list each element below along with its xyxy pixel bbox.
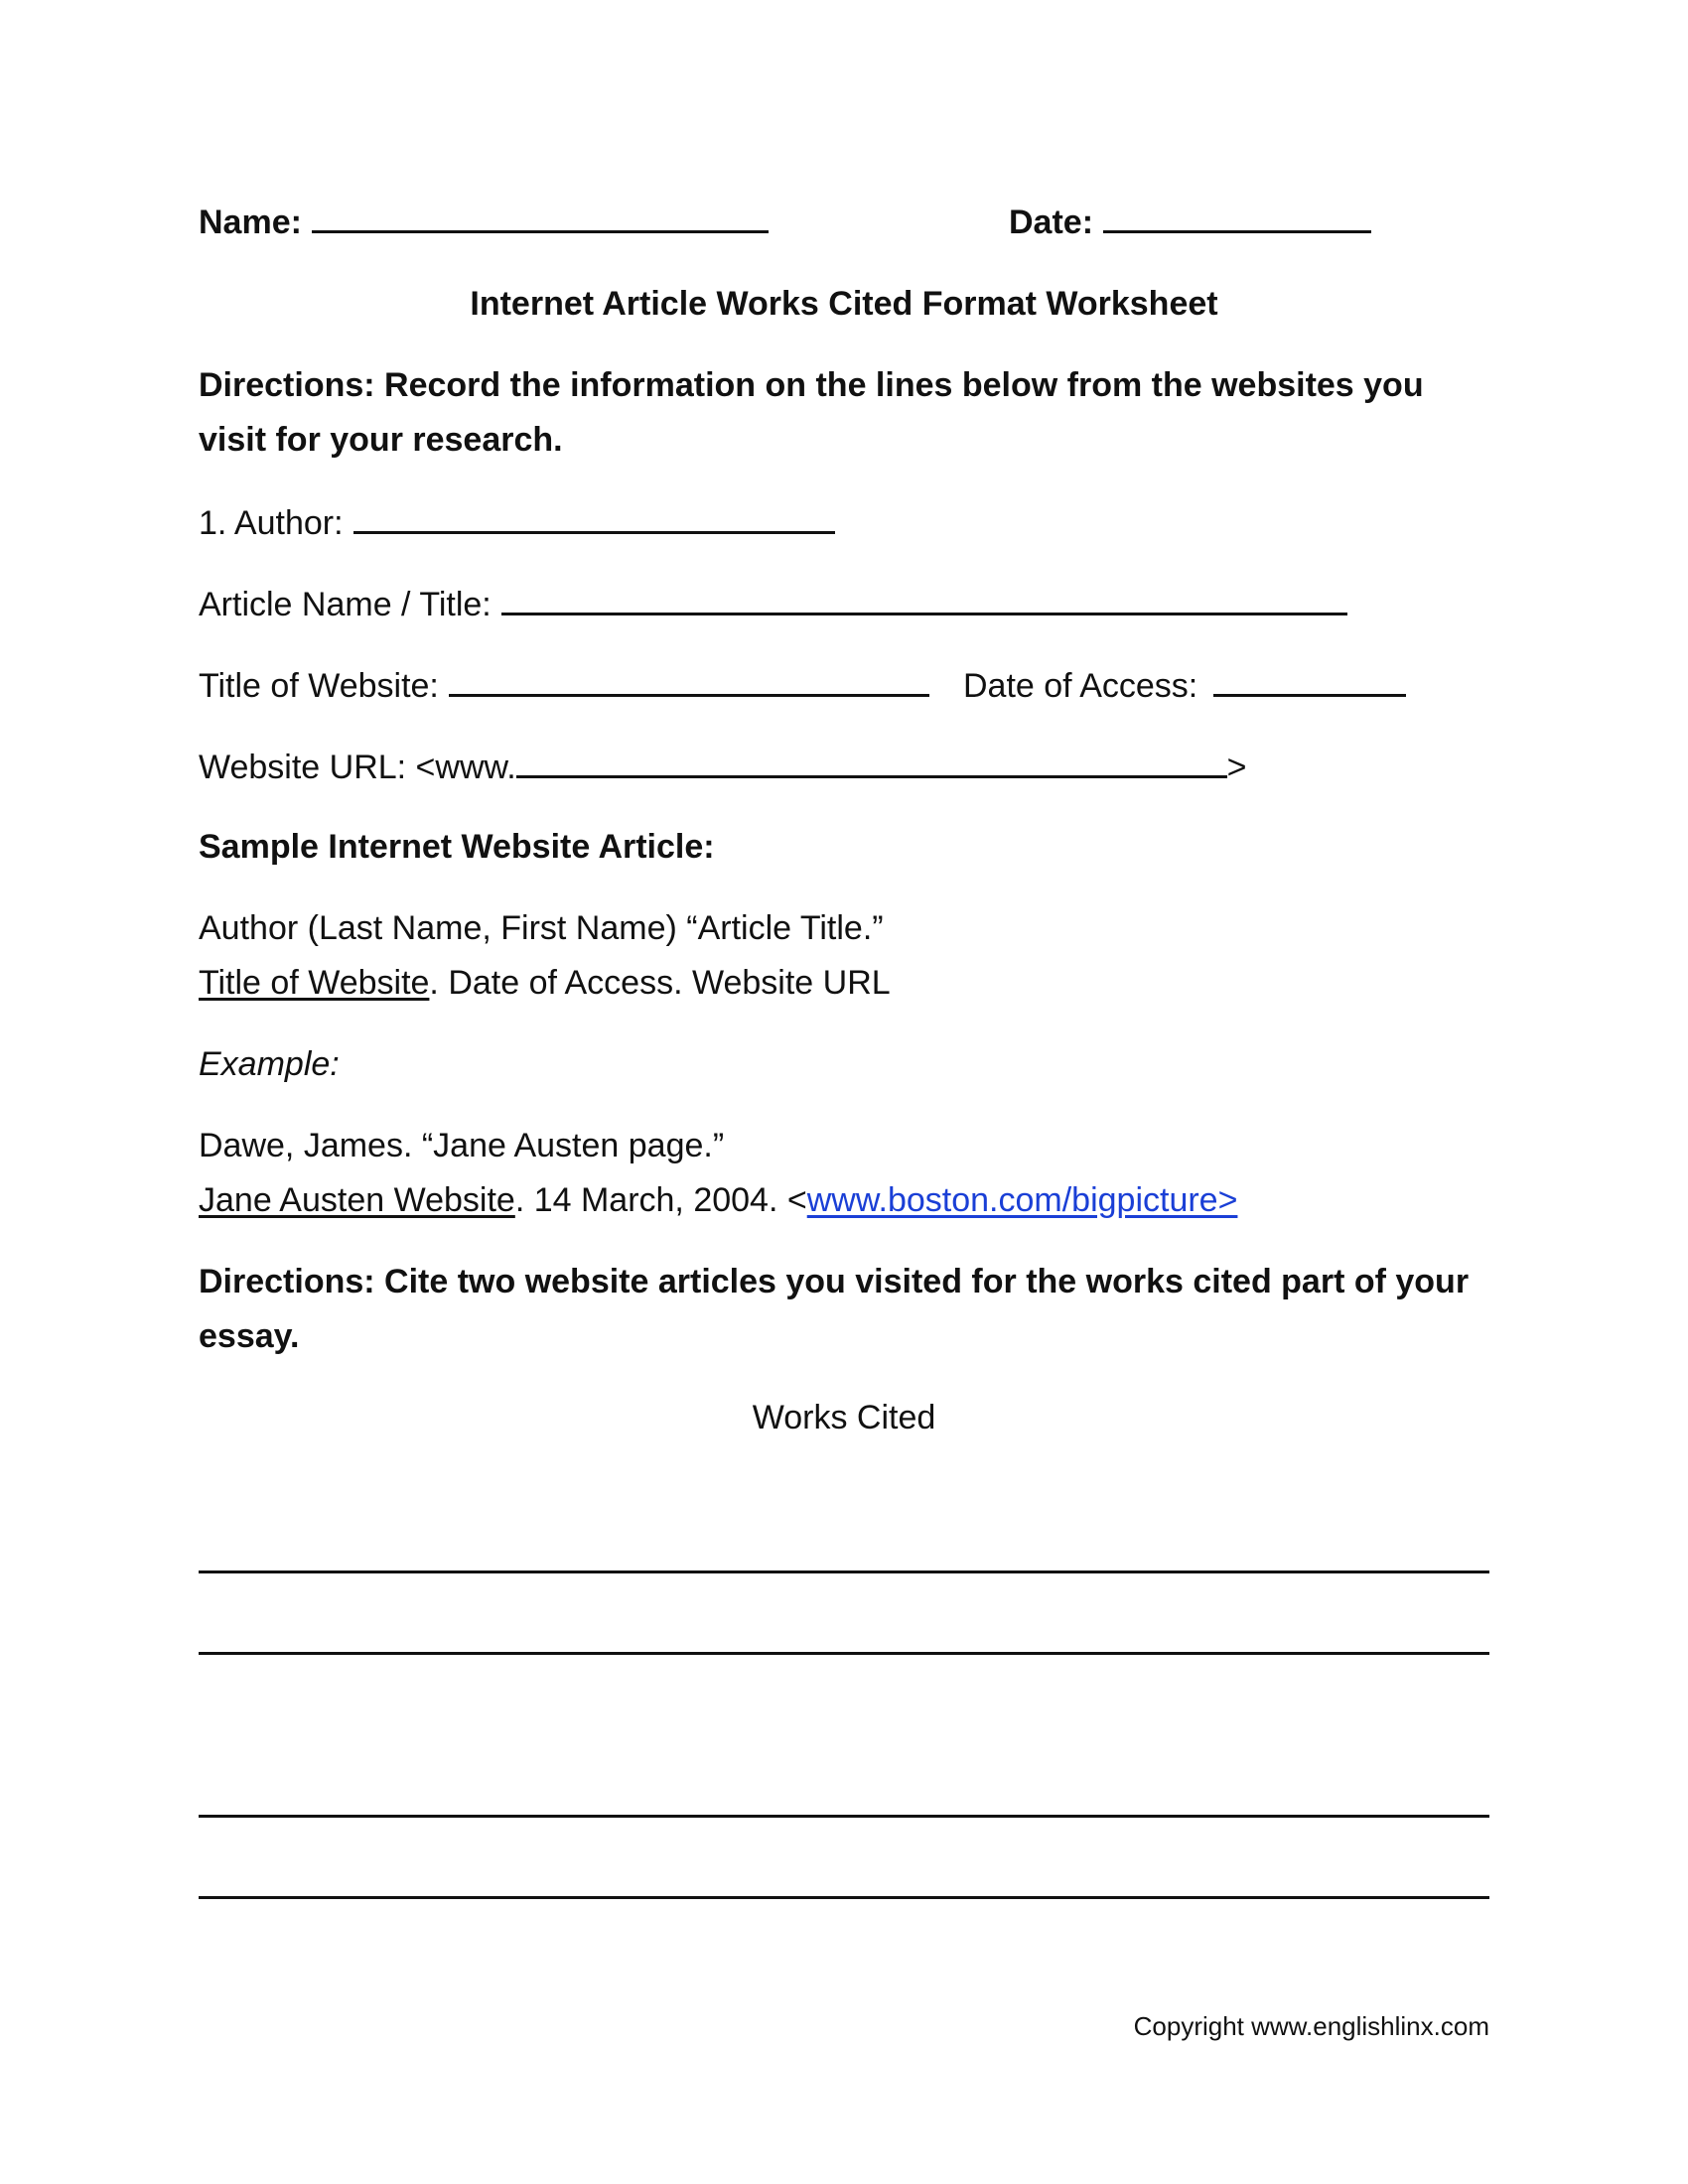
name-label: Name: xyxy=(199,204,302,241)
date-access-label: Date of Access: xyxy=(963,667,1198,705)
url-row xyxy=(199,746,1247,787)
format-line-2-rest: . Date of Access. Website URL xyxy=(429,964,891,1002)
date-row xyxy=(1009,201,1371,242)
format-line-2 xyxy=(199,963,891,1003)
example-line-1: Dawe, James. “Jane Austen page.” xyxy=(199,1127,725,1164)
format-line-1: Author (Last Name, First Name) “Article Title.” xyxy=(199,909,884,947)
date-access-field[interactable] xyxy=(1213,664,1406,697)
example-website-title: Jane Austen Website xyxy=(199,1181,515,1219)
example-link[interactable]: www.boston.com/bigpicture> xyxy=(806,1181,1238,1219)
example-line-2 xyxy=(199,1180,1237,1220)
format-website-title: Title of Website xyxy=(199,964,430,1002)
author-row xyxy=(199,501,835,543)
url-prefix: Website URL: <www. xyxy=(199,749,516,786)
example-label: Example: xyxy=(199,1045,340,1083)
citation-2-line-2[interactable] xyxy=(199,1896,1489,1899)
date-field[interactable] xyxy=(1103,201,1371,233)
copyright-notice: Copyright www.englishlinx.com xyxy=(1133,2011,1489,2041)
author-label: 1. Author: xyxy=(199,504,344,542)
works-cited-heading: Works Cited xyxy=(752,1399,936,1436)
date-access-row xyxy=(963,664,1406,706)
name-field[interactable] xyxy=(312,201,769,233)
page-title: Internet Article Works Cited Format Worksheet xyxy=(470,285,1218,323)
article-field[interactable] xyxy=(501,583,1347,615)
citation-1-line-1[interactable] xyxy=(199,1570,1489,1573)
directions-1-line-2: visit for your research. xyxy=(199,421,563,459)
url-field[interactable] xyxy=(516,746,1227,778)
citation-2-line-1[interactable] xyxy=(199,1815,1489,1818)
website-title-row xyxy=(199,664,929,706)
website-title-field[interactable] xyxy=(449,664,929,697)
article-row xyxy=(199,583,1347,624)
author-field[interactable] xyxy=(353,501,835,534)
example-line-2-rest: . 14 March, 2004. < xyxy=(514,1181,807,1219)
citation-1-line-2[interactable] xyxy=(199,1652,1489,1655)
url-suffix: > xyxy=(1226,749,1247,786)
article-label: Article Name / Title: xyxy=(199,586,492,623)
directions-2-line-1: Directions: Cite two website articles you visited for the works cited part of your xyxy=(199,1263,1470,1300)
sample-heading: Sample Internet Website Article: xyxy=(199,828,715,866)
website-title-label: Title of Website: xyxy=(199,667,439,705)
directions-1-line-1: Directions: Record the information on the lines below from the websites you xyxy=(199,366,1424,404)
date-label: Date: xyxy=(1009,204,1094,241)
name-row xyxy=(199,201,769,242)
directions-2-line-2: essay. xyxy=(199,1317,300,1355)
